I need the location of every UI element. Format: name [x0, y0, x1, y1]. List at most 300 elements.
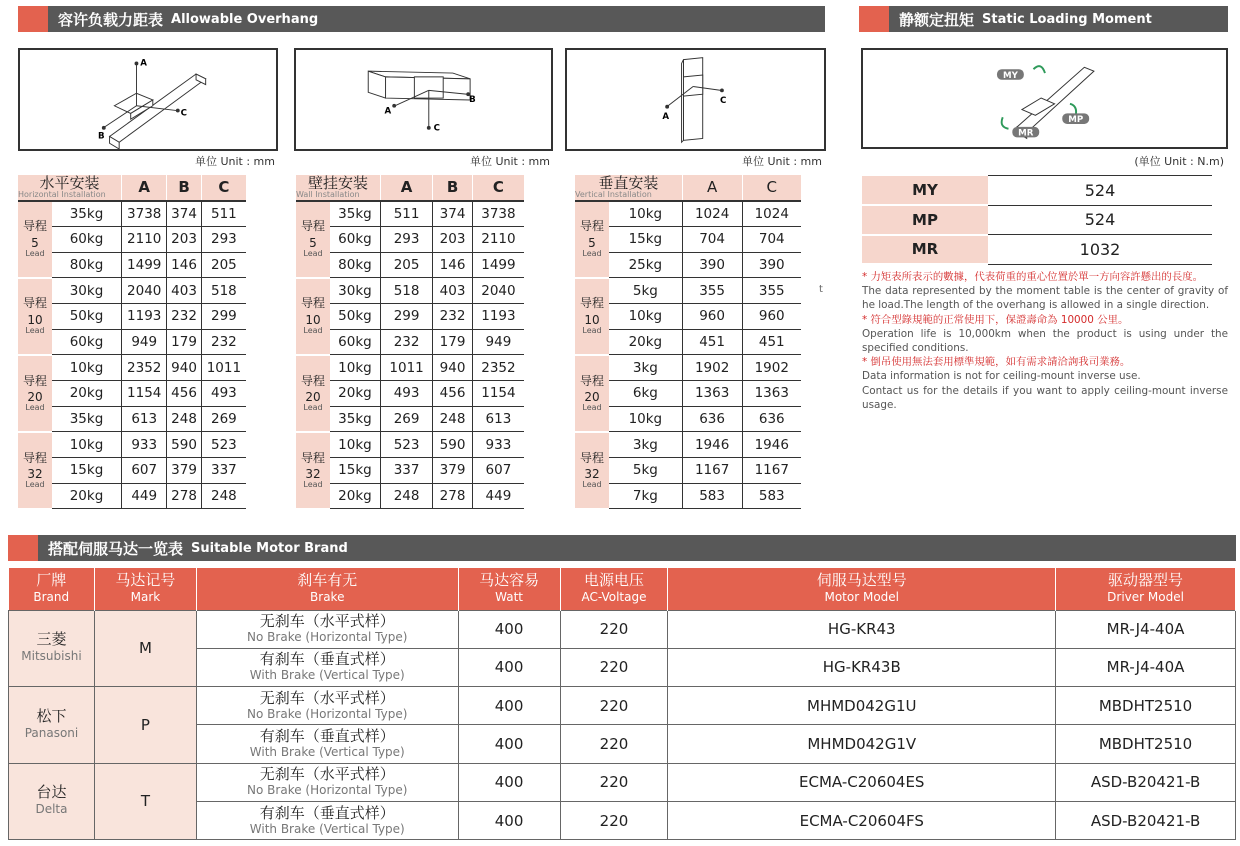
load-weight-cell: 10kg: [609, 201, 682, 227]
table-row: [575, 355, 801, 381]
section-title-zh: 容许负载力距表: [58, 10, 164, 29]
moment-value: 1032: [988, 235, 1212, 265]
driver-model-cell: MBDHT2510: [1056, 687, 1236, 725]
label-my: MY: [1002, 70, 1018, 81]
lead-label-en: Lead: [582, 479, 602, 489]
load-weight-cell: 15kg: [330, 458, 380, 484]
overhang-value-cell: 613: [472, 406, 524, 432]
overhang-value-cell: 1363: [742, 381, 801, 407]
column-header: C: [742, 175, 801, 201]
lead-cell: [296, 278, 330, 355]
overhang-value-cell: 390: [682, 252, 742, 278]
load-weight-cell: 35kg: [330, 201, 380, 227]
header-en: Brand: [33, 589, 70, 604]
overhang-value-cell: 590: [433, 432, 473, 458]
brake-cell: [196, 610, 458, 648]
static-moment-row: [862, 235, 1212, 265]
overhang-value-cell: 179: [167, 329, 201, 355]
label-mr: MR: [1018, 128, 1034, 139]
brake-zh: 无刹车（水平式样）: [259, 765, 395, 784]
overhang-value-cell: 607: [122, 458, 167, 484]
load-weight-cell: 80kg: [330, 252, 380, 278]
lead-cell: [18, 201, 52, 278]
lead-cell: [296, 355, 330, 432]
load-weight-cell: 60kg: [330, 226, 380, 252]
motor-model-cell: MHMD042G1U: [668, 687, 1056, 725]
axis-label-a: A: [384, 106, 392, 117]
load-weight-cell: 60kg: [52, 329, 122, 355]
column-header: A: [122, 175, 167, 201]
brake-cell: [196, 687, 458, 725]
overhang-value-cell: 293: [380, 226, 432, 252]
overhang-value-cell: 1154: [122, 381, 167, 407]
header-zh: 电源电压: [583, 570, 644, 589]
lead-label-zh: 导程: [579, 296, 604, 311]
overhang-value-cell: 1193: [472, 303, 524, 329]
overhang-value-cell: 248: [433, 406, 473, 432]
motor-model-cell: ECMA-C20604ES: [668, 763, 1056, 801]
overhang-value-cell: 269: [201, 406, 246, 432]
brake-en: With Brake (Vertical Type): [249, 821, 405, 836]
header-zh: 刹车有无: [297, 570, 358, 589]
header-en: Mark: [130, 589, 161, 604]
table-row: [18, 355, 246, 381]
motor-model-cell: HG-KR43B: [668, 648, 1056, 686]
overhang-value-cell: 636: [742, 406, 801, 432]
axis-label-b: B: [469, 94, 476, 105]
table-row: [575, 252, 801, 278]
lead-label-en: Lead: [303, 402, 323, 412]
lead-cell: [18, 278, 52, 355]
lead-label-zh: 导程: [579, 450, 604, 465]
overhang-value-cell: 511: [380, 201, 432, 227]
lead-label-zh: 导程: [22, 296, 47, 311]
static-moment-table: [862, 175, 1212, 265]
note-2-en: Operation life is 10,000km when the product is using under the specified conditions.: [862, 327, 1228, 355]
lead-label-zh: 导程: [579, 219, 604, 234]
overhang-value-cell: 449: [122, 483, 167, 509]
driver-model-cell: MBDHT2510: [1056, 725, 1236, 763]
overhang-value-cell: 949: [472, 329, 524, 355]
motor-brand-table: [8, 568, 1236, 840]
lead-label-en: Lead: [303, 248, 323, 258]
overhang-value-cell: 232: [380, 329, 432, 355]
table-row: [296, 252, 524, 278]
axis-label-a: A: [140, 58, 147, 69]
motor-section-header: [8, 535, 1236, 561]
overhang-value-cell: 493: [201, 381, 246, 407]
lead-cell: [18, 355, 52, 432]
overhang-value-cell: 1024: [742, 201, 801, 227]
header-en: Brake: [310, 589, 345, 604]
header-zh: 马达记号: [115, 570, 176, 589]
load-weight-cell: 35kg: [330, 406, 380, 432]
static-moment-row: [862, 176, 1212, 206]
overhang-value-cell: 1902: [682, 355, 742, 381]
overhang-value-cell: 1499: [472, 252, 524, 278]
motor-row: [9, 763, 1236, 801]
table-row: [575, 432, 801, 458]
overhang-value-cell: 2040: [472, 278, 524, 304]
load-weight-cell: 15kg: [52, 458, 122, 484]
static-moment-row: [862, 205, 1212, 235]
overhang-value-cell: 493: [380, 381, 432, 407]
overhang-value-cell: 456: [167, 381, 201, 407]
overhang-value-cell: 523: [380, 432, 432, 458]
overhang-value-cell: 456: [433, 381, 473, 407]
overhang-value-cell: 248: [201, 483, 246, 509]
unit-label: 单位 Unit : mm: [469, 155, 550, 168]
table-row: [575, 278, 801, 304]
motor-table-header: [458, 568, 560, 610]
overhang-value-cell: 232: [167, 303, 201, 329]
lead-value: 10: [584, 313, 600, 328]
table-title-en: Vertical Installation: [575, 189, 652, 199]
overhang-value-cell: 355: [742, 278, 801, 304]
overhang-value-cell: 269: [380, 406, 432, 432]
static-moment-diagram: [861, 48, 1228, 149]
load-weight-cell: 50kg: [330, 303, 380, 329]
column-header: B: [433, 175, 473, 201]
overhang-value-cell: 940: [167, 355, 201, 381]
brake-cell: [196, 648, 458, 686]
load-weight-cell: 20kg: [52, 483, 122, 509]
lead-label-en: Lead: [25, 479, 45, 489]
voltage-cell: 220: [560, 687, 668, 725]
brake-zh: 有刹车（垂直式样）: [259, 803, 395, 822]
overhang-value-cell: 2110: [122, 226, 167, 252]
table-row: [18, 252, 246, 278]
overhang-value-cell: 1946: [682, 432, 742, 458]
overhang-value-cell: 1363: [682, 381, 742, 407]
table-row: [575, 483, 801, 509]
moment-value: 524: [988, 176, 1212, 206]
axis-label-c: C: [180, 108, 188, 119]
brake-zh: 无刹车（水平式样）: [259, 612, 395, 631]
header-accent: [18, 6, 48, 32]
overhang-value-cell: 179: [433, 329, 473, 355]
load-weight-cell: 10kg: [609, 406, 682, 432]
brake-zh: 有刹车（垂直式样）: [259, 650, 395, 669]
table-row: [18, 201, 246, 227]
lead-cell: [575, 201, 609, 278]
overhang-value-cell: 2352: [472, 355, 524, 381]
overhang-value-cell: 205: [201, 252, 246, 278]
header-zh: 马达容易: [479, 570, 540, 589]
load-weight-cell: 10kg: [609, 303, 682, 329]
section-title-en: Allowable Overhang: [171, 11, 319, 27]
lead-label-zh: 导程: [22, 219, 47, 234]
brand-en: Mitsubishi: [21, 649, 82, 664]
lead-label-en: Lead: [582, 402, 602, 412]
table-row: [18, 381, 246, 407]
overhang-value-cell: 960: [682, 303, 742, 329]
overhang-value-cell: 205: [380, 252, 432, 278]
section-title-zh: 静额定扭矩: [899, 10, 975, 29]
table-row: [296, 381, 524, 407]
overhang-value-cell: 933: [122, 432, 167, 458]
brake-en: No Brake (Horizontal Type): [247, 630, 408, 645]
lead-value: 20: [584, 390, 600, 405]
header-en: AC-Voltage: [581, 589, 647, 604]
header-zh: 厂牌: [36, 570, 67, 589]
note-1-en: The data represented by the moment table is the center of gravity of he load.The length of the overhang is allowed in a single direction.: [862, 285, 1228, 312]
lead-cell: [296, 201, 330, 278]
lead-label-zh: 导程: [300, 296, 325, 311]
load-weight-cell: 20kg: [52, 381, 122, 407]
header-en: Motor Model: [824, 589, 900, 604]
lead-value: 32: [27, 467, 43, 482]
voltage-cell: 220: [560, 763, 668, 801]
column-header: C: [472, 175, 524, 201]
overhang-value-cell: 1193: [122, 303, 167, 329]
overhang-table: [18, 175, 246, 510]
table-row: [296, 226, 524, 252]
lead-label-en: Lead: [303, 325, 323, 335]
table-row: [575, 458, 801, 484]
note-3-zh: * 倒吊使用無法套用標準規範，如有需求請洽詢我司業務。: [862, 356, 1131, 369]
horizontal-installation-diagram: [18, 48, 278, 151]
table-title-en: Wall Installation: [296, 189, 360, 199]
lead-value: 5: [588, 236, 596, 251]
axis-label-a: A: [662, 112, 670, 123]
overhang-value-cell: 374: [167, 201, 201, 227]
table-row: [296, 355, 524, 381]
motor-table-header: [94, 568, 196, 610]
motor-table-header: [560, 568, 668, 610]
overhang-value-cell: 232: [201, 329, 246, 355]
lead-value: 32: [584, 467, 600, 482]
load-weight-cell: 35kg: [52, 406, 122, 432]
voltage-cell: 220: [560, 648, 668, 686]
overhang-value-cell: 613: [122, 406, 167, 432]
table-row: [296, 303, 524, 329]
overhang-value-cell: 1154: [472, 381, 524, 407]
lead-label-en: Lead: [303, 479, 323, 489]
overhang-value-cell: 293: [201, 226, 246, 252]
overhang-value-cell: 248: [167, 406, 201, 432]
overhang-value-cell: 1024: [682, 201, 742, 227]
load-weight-cell: 6kg: [609, 381, 682, 407]
overhang-value-cell: 3738: [122, 201, 167, 227]
load-weight-cell: 20kg: [609, 329, 682, 355]
load-weight-cell: 7kg: [609, 483, 682, 509]
lead-label-zh: 导程: [300, 450, 325, 465]
overhang-value-cell: 337: [380, 458, 432, 484]
load-weight-cell: 20kg: [330, 483, 380, 509]
label-mp: MP: [1068, 115, 1084, 126]
overhang-value-cell: 146: [433, 252, 473, 278]
watt-cell: 400: [458, 610, 560, 648]
brand-en: Delta: [35, 802, 68, 817]
overhang-value-cell: 1499: [122, 252, 167, 278]
overhang-value-cell: 933: [472, 432, 524, 458]
header-accent: [8, 535, 38, 561]
brake-cell: [196, 725, 458, 763]
motor-row: [9, 610, 1236, 648]
header-accent: [859, 6, 889, 32]
driver-model-cell: MR-J4-40A: [1056, 610, 1236, 648]
brand-cell: [9, 610, 95, 687]
table-row: [18, 406, 246, 432]
overhang-value-cell: 278: [167, 483, 201, 509]
note-3-en-1: Data information is not for ceiling-mount inverse use.: [862, 370, 1141, 383]
driver-model-cell: ASD-B20421-B: [1056, 801, 1236, 839]
lead-label-en: Lead: [25, 325, 45, 335]
header-zh: 驱动器型号: [1108, 570, 1184, 589]
load-weight-cell: 3kg: [609, 355, 682, 381]
overhang-value-cell: 1011: [380, 355, 432, 381]
lead-label-zh: 导程: [300, 373, 325, 388]
load-weight-cell: 15kg: [609, 226, 682, 252]
notes: [862, 270, 1228, 412]
overhang-value-cell: 636: [682, 406, 742, 432]
load-weight-cell: 10kg: [330, 432, 380, 458]
brake-en: With Brake (Vertical Type): [249, 745, 405, 760]
motor-table-header: [1056, 568, 1236, 610]
motor-model-cell: ECMA-C20604FS: [668, 801, 1056, 839]
note-3-en-2: Contact us for the details if you want to apply ceiling-mount inverse usage.: [862, 384, 1228, 411]
overhang-value-cell: 523: [201, 432, 246, 458]
static-section-header: [859, 6, 1228, 32]
lead-value: 10: [27, 313, 43, 328]
lead-label-zh: 导程: [22, 373, 47, 388]
overhang-value-cell: 3738: [472, 201, 524, 227]
section-title-en: Suitable Motor Brand: [191, 540, 348, 556]
brake-en: With Brake (Vertical Type): [249, 668, 405, 683]
lead-value: 10: [305, 313, 321, 328]
lead-cell: [575, 278, 609, 355]
lead-cell: [296, 432, 330, 509]
unit-label: 单位 Unit : mm: [741, 155, 822, 168]
table-row: [575, 201, 801, 227]
brake-en: No Brake (Horizontal Type): [247, 706, 408, 721]
lead-cell: [575, 355, 609, 432]
table-row: [18, 483, 246, 509]
axis-label-b: B: [98, 131, 105, 142]
note-1-zh: * 力矩表所表示的數據，代表荷重的重心位置於單一方向容許懸出的長度。: [862, 271, 1203, 283]
column-header: A: [380, 175, 432, 201]
moment-key: MY: [862, 176, 988, 206]
brake-zh: 无刹车（水平式样）: [259, 688, 395, 707]
axis-label-c: C: [720, 95, 727, 106]
table-row: [575, 226, 801, 252]
brand-zh: 松下: [36, 706, 67, 725]
header-en: Driver Model: [1107, 589, 1184, 604]
load-weight-cell: 60kg: [330, 329, 380, 355]
table-title: [575, 175, 682, 201]
table-row: [18, 303, 246, 329]
overhang-value-cell: 146: [167, 252, 201, 278]
lead-value: 5: [31, 236, 39, 251]
overhang-value-cell: 940: [433, 355, 473, 381]
table-row: [18, 329, 246, 355]
table-title: [18, 175, 122, 201]
overhang-value-cell: 590: [167, 432, 201, 458]
lead-label-zh: 导程: [579, 373, 604, 388]
lead-label-en: Lead: [25, 248, 45, 258]
overhang-value-cell: 379: [433, 458, 473, 484]
load-weight-cell: 30kg: [330, 278, 380, 304]
watt-cell: 400: [458, 725, 560, 763]
overhang-value-cell: 1011: [201, 355, 246, 381]
overhang-value-cell: 451: [682, 329, 742, 355]
overhang-value-cell: 583: [682, 483, 742, 509]
table-row: [575, 406, 801, 432]
overhang-value-cell: 248: [380, 483, 432, 509]
watt-cell: 400: [458, 648, 560, 686]
overhang-value-cell: 1167: [742, 458, 801, 484]
wall-installation-diagram: [294, 48, 553, 151]
overhang-value-cell: 451: [742, 329, 801, 355]
table-title-zh: 垂直安装: [598, 173, 659, 192]
table-title-zh: 水平安装: [39, 173, 100, 192]
overhang-table: [575, 175, 801, 510]
overhang-table: [296, 175, 524, 510]
lead-label-en: Lead: [25, 402, 45, 412]
lead-value: 32: [305, 467, 321, 482]
load-weight-cell: 10kg: [52, 355, 122, 381]
brand-en: Panasoni: [24, 725, 79, 740]
header-zh: 伺服马达型号: [816, 570, 907, 589]
table-row: [18, 458, 246, 484]
unit-label-nm: (单位 Unit : N.m): [1134, 155, 1224, 168]
load-weight-cell: 50kg: [52, 303, 122, 329]
column-header: A: [682, 175, 742, 201]
load-weight-cell: 20kg: [330, 381, 380, 407]
load-weight-cell: 30kg: [52, 278, 122, 304]
table-row: [18, 432, 246, 458]
load-weight-cell: 10kg: [52, 432, 122, 458]
header-en: Watt: [495, 589, 524, 604]
brake-cell: [196, 801, 458, 839]
lead-cell: [18, 432, 52, 509]
table-row: [296, 278, 524, 304]
stray-mark: t: [819, 284, 823, 295]
overhang-value-cell: 278: [433, 483, 473, 509]
table-row: [296, 201, 524, 227]
overhang-value-cell: 704: [742, 226, 801, 252]
voltage-cell: 220: [560, 725, 668, 763]
overhang-value-cell: 449: [472, 483, 524, 509]
load-weight-cell: 35kg: [52, 201, 122, 227]
lead-cell: [575, 432, 609, 509]
vertical-installation-diagram: [565, 48, 826, 151]
table-row: [575, 381, 801, 407]
lead-value: 20: [305, 390, 321, 405]
watt-cell: 400: [458, 801, 560, 839]
table-row: [296, 432, 524, 458]
overhang-value-cell: 518: [201, 278, 246, 304]
overhang-value-cell: 203: [167, 226, 201, 252]
mark-cell: T: [94, 763, 196, 840]
lead-label-zh: 导程: [22, 450, 47, 465]
motor-table-header: [668, 568, 1056, 610]
overhang-value-cell: 379: [167, 458, 201, 484]
unit-label: 单位 Unit : mm: [194, 155, 275, 168]
load-weight-cell: 3kg: [609, 432, 682, 458]
brand-zh: 三菱: [36, 630, 67, 649]
overhang-value-cell: 518: [380, 278, 432, 304]
table-title: [296, 175, 380, 201]
lead-value: 20: [27, 390, 43, 405]
load-weight-cell: 80kg: [52, 252, 122, 278]
load-weight-cell: 5kg: [609, 458, 682, 484]
overhang-value-cell: 949: [122, 329, 167, 355]
lead-value: 5: [309, 236, 317, 251]
table-title-zh: 壁挂安装: [307, 173, 368, 192]
motor-row: [9, 687, 1236, 725]
